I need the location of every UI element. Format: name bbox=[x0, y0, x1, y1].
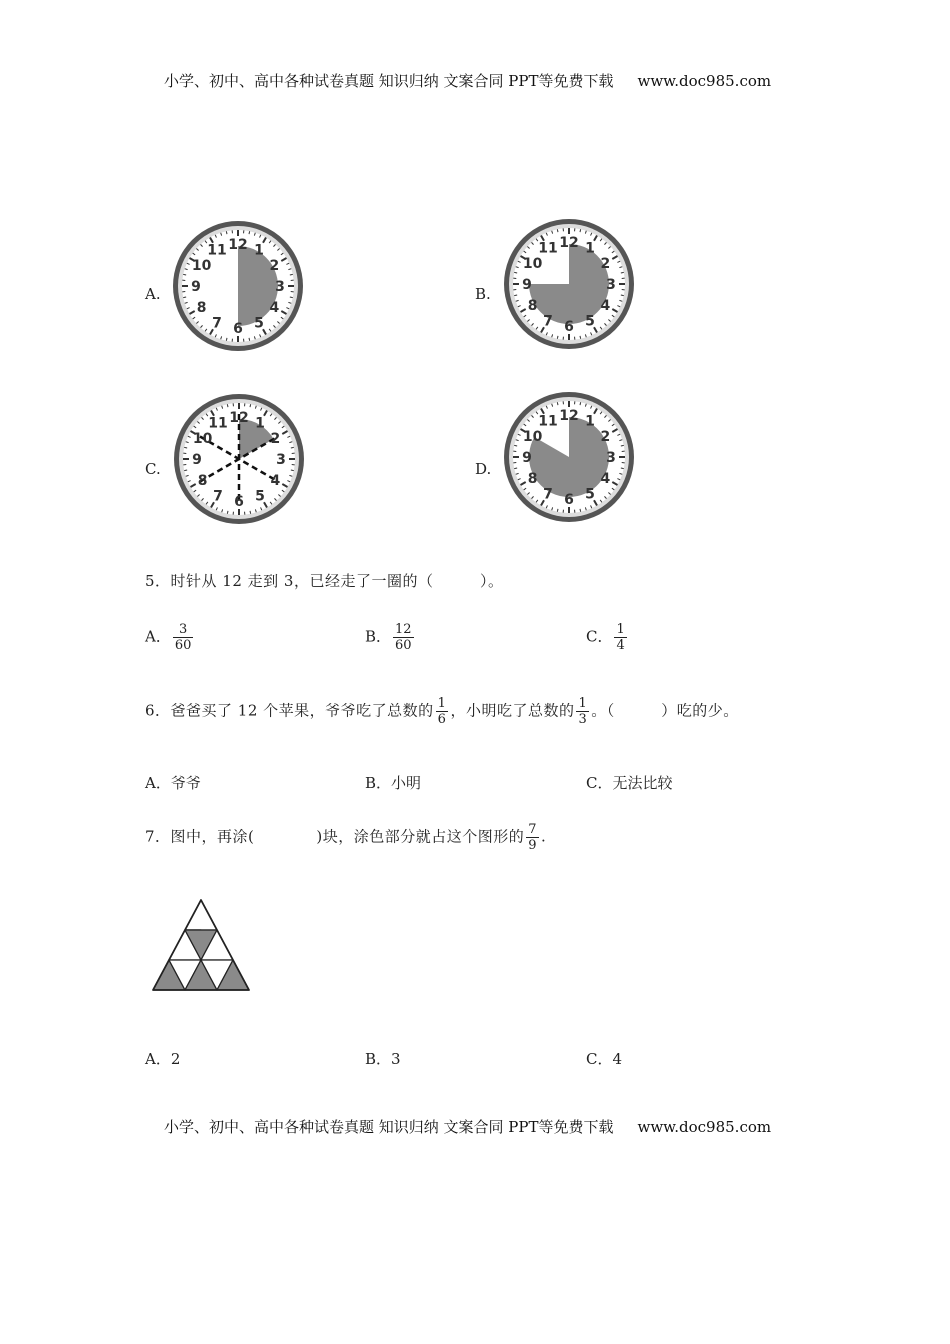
question-7: 7．图中，再涂( )块，涂色部分就占这个图形的 $\frac{7}{9}$ . bbox=[145, 822, 547, 853]
clock-tick bbox=[621, 295, 624, 296]
clock-number: 2 bbox=[269, 258, 280, 274]
clock-number: 8 bbox=[527, 298, 538, 314]
clock-number: 12 bbox=[559, 408, 579, 424]
clock-option-c-label: C. bbox=[145, 460, 161, 478]
question-6: 6．爸爸买了 12 个苹果，爷爷吃了总数的 $\frac{1}{6}$ ，小明吃了总数的 $\frac{1}{3}$ 。（ ）吃的少。 bbox=[145, 696, 739, 727]
clock-option-b-label: B. bbox=[475, 285, 491, 303]
clock-number: 9 bbox=[522, 277, 532, 293]
clock-d-icon bbox=[502, 390, 636, 524]
clock-tick bbox=[514, 272, 517, 273]
clock-tick bbox=[290, 297, 293, 298]
clock-tick bbox=[184, 447, 187, 448]
clock-number: 6 bbox=[564, 319, 574, 335]
clock-number: 3 bbox=[606, 277, 616, 293]
clock-number: 1 bbox=[585, 240, 595, 257]
clock-tick bbox=[249, 231, 250, 234]
clock-number: 2 bbox=[600, 429, 611, 445]
q6-option-c[interactable]: C．无法比较 bbox=[586, 774, 673, 792]
clock-c-icon bbox=[172, 392, 306, 526]
clock-tick bbox=[184, 470, 187, 471]
clock-a-icon bbox=[171, 219, 305, 353]
clock-tick bbox=[226, 231, 227, 234]
clock-number: 4 bbox=[600, 471, 611, 487]
clock-number: 11 bbox=[208, 415, 228, 432]
clock-number: 1 bbox=[585, 413, 595, 430]
clock-number: 1 bbox=[254, 242, 264, 259]
clock-number: 6 bbox=[234, 494, 244, 510]
clock-tick bbox=[580, 229, 581, 232]
clock-tick bbox=[580, 509, 581, 512]
clock-number: 4 bbox=[269, 300, 280, 316]
q7-option-b[interactable]: B．3 bbox=[365, 1050, 401, 1068]
triangle-cell bbox=[185, 900, 217, 930]
clock-number: 12 bbox=[229, 410, 249, 426]
clock-number: 10 bbox=[192, 431, 213, 447]
triangle-figure bbox=[144, 896, 258, 996]
clock-tick bbox=[557, 336, 558, 339]
q6-option-a[interactable]: A．爷爷 bbox=[145, 774, 201, 792]
clock-number: 9 bbox=[191, 279, 201, 295]
clock-number: 5 bbox=[585, 486, 595, 503]
clock-tick bbox=[183, 297, 186, 298]
q5-option-c[interactable]: C． $\frac{1}{4}$ bbox=[586, 622, 625, 653]
clock-number: 4 bbox=[270, 473, 281, 489]
clock-number: 10 bbox=[522, 429, 543, 445]
clock-tick bbox=[580, 336, 581, 339]
clock-number: 6 bbox=[564, 492, 574, 508]
clock-number: 3 bbox=[275, 279, 285, 295]
clock-number: 7 bbox=[213, 488, 223, 505]
clock-number: 3 bbox=[276, 452, 286, 468]
clock-number: 8 bbox=[527, 471, 538, 487]
clock-number: 10 bbox=[191, 258, 212, 274]
clock-tick bbox=[621, 468, 624, 469]
clock-number: 7 bbox=[543, 313, 553, 330]
fraction: $\frac{12}{60}$ bbox=[395, 622, 412, 653]
header-url: www.doc985.com bbox=[637, 72, 772, 90]
fraction: $\frac{1}{3}$ bbox=[578, 696, 588, 727]
q7-option-a[interactable]: A．2 bbox=[145, 1050, 181, 1068]
clock-number: 4 bbox=[600, 298, 611, 314]
clock-tick bbox=[226, 338, 227, 341]
clock-tick bbox=[621, 445, 624, 446]
clock-tick bbox=[557, 402, 558, 405]
clock-number: 11 bbox=[207, 242, 227, 259]
footer-text: 小学、初中、高中各种试卷真题 知识归纳 文案合同 PPT等免费下载 bbox=[164, 1118, 614, 1136]
clock-tick bbox=[290, 274, 293, 275]
clock-option-d-label: D. bbox=[475, 460, 492, 478]
clock-number: 2 bbox=[270, 431, 281, 447]
clock-number: 5 bbox=[255, 488, 265, 505]
clock-number: 8 bbox=[196, 300, 207, 316]
clock-number: 11 bbox=[538, 240, 558, 257]
clock-tick bbox=[250, 511, 251, 514]
clock-tick bbox=[227, 511, 228, 514]
clock-number: 9 bbox=[192, 452, 202, 468]
clock-tick bbox=[183, 274, 186, 275]
clock-tick bbox=[291, 447, 294, 448]
page-footer bbox=[164, 1116, 771, 1137]
clock-option-a-label: A. bbox=[145, 285, 161, 303]
q5-option-b[interactable]: B． $\frac{12}{60}$ bbox=[365, 622, 412, 653]
clock-tick bbox=[250, 404, 251, 407]
clock-tick bbox=[621, 272, 624, 273]
fraction: $\frac{1}{6}$ bbox=[437, 696, 447, 727]
clock-number: 5 bbox=[254, 315, 264, 332]
clock-tick bbox=[227, 404, 228, 407]
header-text: 小学、初中、高中各种试卷真题 知识归纳 文案合同 PPT等免费下载 bbox=[164, 72, 614, 90]
clock-number: 7 bbox=[543, 486, 553, 503]
clock-tick bbox=[249, 338, 250, 341]
clock-number: 12 bbox=[559, 235, 579, 251]
clock-number: 12 bbox=[228, 237, 248, 253]
clock-tick bbox=[557, 509, 558, 512]
clock-tick bbox=[514, 295, 517, 296]
clock-tick bbox=[514, 445, 517, 446]
clock-tick bbox=[580, 402, 581, 405]
footer-url: www.doc985.com bbox=[637, 1118, 772, 1136]
question-5: 5．时针从 12 走到 3，已经走了一圈的（ ）。 bbox=[145, 572, 504, 590]
page-header bbox=[164, 70, 771, 91]
clock-number: 8 bbox=[197, 473, 208, 489]
clock-number: 6 bbox=[233, 321, 243, 337]
clock-tick bbox=[557, 229, 558, 232]
q5-option-a[interactable]: A． $\frac{3}{60}$ bbox=[145, 622, 192, 653]
fraction: $\frac{1}{4}$ bbox=[616, 622, 625, 653]
fraction: $\frac{3}{60}$ bbox=[174, 622, 192, 653]
clock-number: 1 bbox=[255, 415, 265, 432]
clock-b-icon bbox=[502, 217, 636, 351]
q6-option-b[interactable]: B．小明 bbox=[365, 774, 422, 792]
clock-tick bbox=[291, 470, 294, 471]
q7-option-c[interactable]: C．4 bbox=[586, 1050, 623, 1068]
clock-number: 2 bbox=[600, 256, 611, 272]
clock-number: 5 bbox=[585, 313, 595, 330]
clock-number: 11 bbox=[538, 413, 558, 430]
clock-number: 7 bbox=[212, 315, 222, 332]
clock-tick bbox=[514, 468, 517, 469]
clock-number: 3 bbox=[606, 450, 616, 466]
fraction: $\frac{7}{9}$ bbox=[528, 822, 538, 853]
clock-number: 9 bbox=[522, 450, 532, 466]
clock-number: 10 bbox=[522, 256, 543, 272]
